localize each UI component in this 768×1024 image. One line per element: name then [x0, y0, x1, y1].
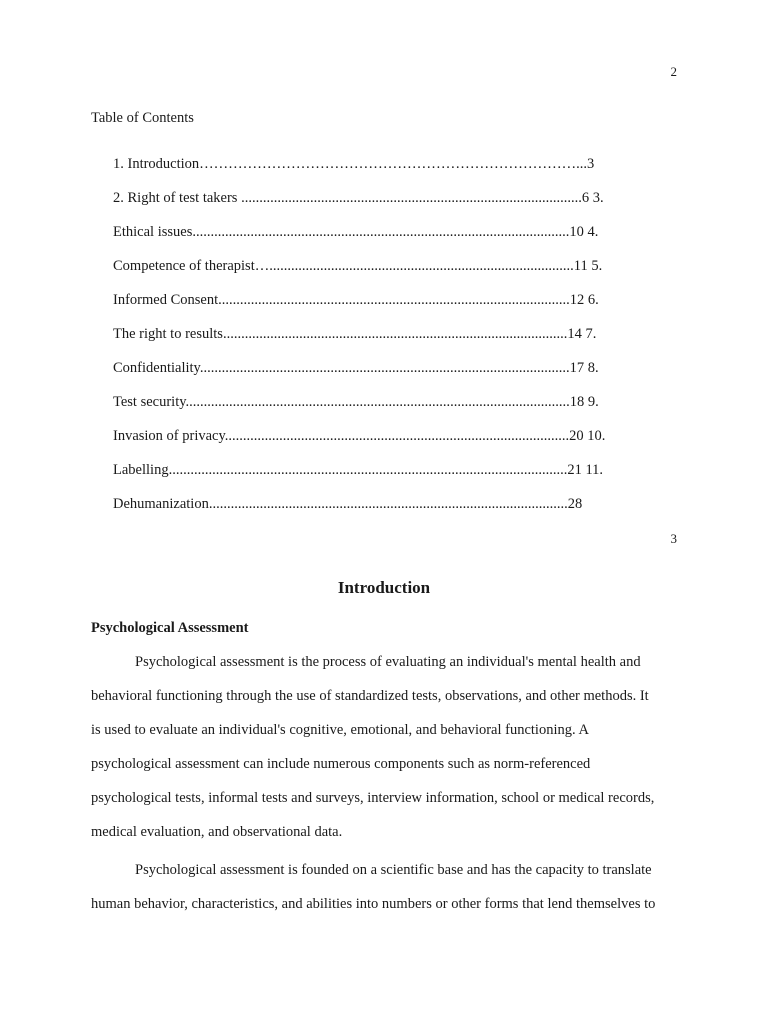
toc-entry: The right to results...............................................................................................14 7. — [113, 326, 597, 342]
toc-entry: Confidentiality......................................................................................................17 8. — [113, 360, 599, 376]
section-heading: Psychological Assessment — [91, 620, 249, 636]
toc-entry: Competence of therapist…....................................................................................11 5. — [113, 258, 603, 274]
toc-title: Table of Contents — [91, 110, 194, 126]
page-number: 3 — [670, 531, 677, 546]
paragraph-line: human behavior, characteristics, and abilities into numbers or other forms that lend themselves to — [91, 896, 656, 912]
paragraph-line: Psychological assessment is the process of evaluating an individual's mental health and — [135, 654, 641, 670]
paragraph-line: Psychological assessment is founded on a scientific base and has the capacity to translate — [135, 862, 652, 878]
toc-entry: Labelling..............................................................................................................21 11. — [113, 462, 604, 478]
toc-entry: Test security..........................................................................................................18 9. — [113, 394, 599, 410]
paragraph-line: behavioral functioning through the use of standardized tests, observations, and other methods. It — [91, 688, 649, 704]
page-number: 2 — [670, 64, 677, 79]
toc-entry: 1. Introduction……………………………………………………………………...3 — [113, 156, 595, 172]
toc-entry: Dehumanization...................................................................................................28 — [113, 496, 583, 512]
toc-entry: 2. Right of test takers ..............................................................................................6 3. — [113, 190, 604, 206]
toc-entry: Invasion of privacy...............................................................................................20 10. — [113, 428, 606, 444]
paragraph-line: medical evaluation, and observational data. — [91, 824, 343, 840]
introduction-heading: Introduction — [337, 578, 431, 597]
paragraph-line: psychological assessment can include numerous components such as norm-referenced — [91, 756, 591, 772]
paragraph-line: is used to evaluate an individual's cognitive, emotional, and behavioral functioning. A — [91, 722, 589, 738]
paragraph-line: psychological tests, informal tests and surveys, interview information, school or medical records, — [91, 790, 655, 806]
toc-entry: Ethical issues........................................................................................................10 4. — [113, 224, 599, 240]
toc-entry: Informed Consent.................................................................................................12 6. — [113, 292, 599, 308]
